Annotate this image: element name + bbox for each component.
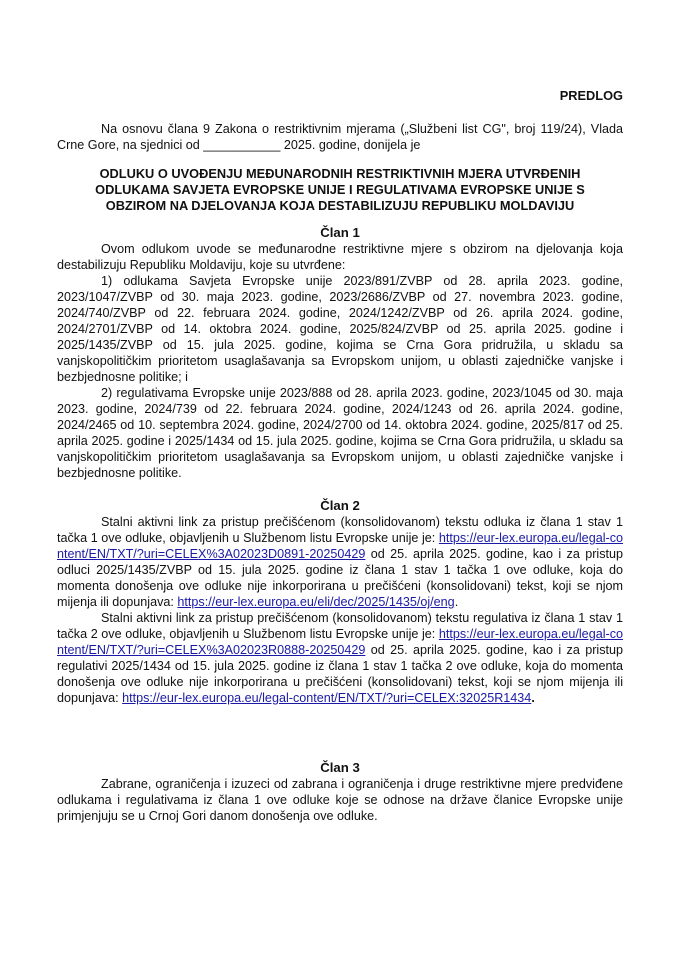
predlog-label: PREDLOG	[559, 88, 623, 103]
paragraph-text: Stalni aktivni link za pristup prečišćenom (konsolidovanom) tekstu regulativa iz člana 1 stav 1 tačka 2 ove odluke, objavljenih u Službenom listu Evropske unije je:	[57, 611, 623, 641]
eurlex-link-decision-2025[interactable]: https://eur-lex.europa.eu/eli/dec/2025/1435/oj/eng	[177, 595, 455, 609]
article-heading: Član 2	[320, 498, 360, 513]
paragraph-text: od 25. aprila 2025. godine, kao i za pristup regulativi 2025/1434 od 15. jula 2025. godine iz člana 1 stav 1 tačka 2 ove odluke, koja do momenta donošenja ove odluke nije inkorporirana u prečišćeni (konsolidovani) tekst, koji se njom mijenja ili dopunjava:	[57, 643, 623, 705]
paragraph-text: od 25. aprila 2025. godine, kao i za pristup odluci 2025/1435/ZVBP od 15. jula 2025. godine iz člana 1 stav 1 tačka 1 ove odluke, koja do momenta donošenja ove odluke nije inkorporirana u prečišćeni (konsolidovani) tekst, koji se njom mijenja ili dopunjava:	[57, 547, 623, 609]
article-3	[57, 760, 623, 824]
article-2	[57, 498, 623, 706]
article-heading: Član 3	[320, 760, 360, 775]
article-paragraph: 2) regulativama Evropske unije 2023/888 od 28. aprila 2023. godine, 2023/1045 od 30. maja 2023. godine, 2024/739 od 22. februara 2024. godine, 2024/1243 od 26. aprila 2024. godine, 2024/2465 od 10. septembra 2024. godine, 2024/2700 od 14. oktobra 2024. godine, 2025/817 od 25. aprila 2025. godine i 2025/1434 od 15. jula 2025. godine, kojima se Crna Gora pridružila, u skladu sa vanjskopolitičkim prioritetom usaglašavanja sa Evropskom unijom, u oblasti zajedničke vanjske i bezbjednosne politike.	[57, 386, 623, 480]
paragraph-text: Stalni aktivni link za pristup prečišćenom (konsolidovanom) tekstu odluka iz člana 1 stav 1 tačka 1 ove odluke, objavljenih u Službenom listu Evropske unije je:	[57, 515, 623, 545]
document-title: ODLUKU O UVOĐENJU MEĐUNARODNIH RESTRIKTIVNIH MJERA UTVRĐENIH ODLUKAMA SAVJETA EVROPSKE UNIJE I REGULATIVAMA EVROPSKE UNIJE S OBZIROM NA DJELOVANJA KOJA DESTABILIZUJU REPUBLIKU MOLDAVIJU	[95, 166, 585, 213]
article-heading: Član 1	[320, 225, 360, 240]
paragraph-text: .	[531, 691, 535, 705]
paragraph-text: .	[454, 595, 459, 609]
article-paragraph	[57, 610, 623, 706]
eurlex-link-regulation[interactable]: https://eur-lex.europa.eu/legal-content/EN/TXT/?uri=CELEX%3A02023R0888-20250429	[57, 627, 623, 657]
eurlex-link-decision[interactable]: https://eur-lex.europa.eu/legal-content/EN/TXT/?uri=CELEX%3A02023D0891-20250429	[57, 531, 623, 561]
article-paragraph: Zabrane, ograničenja i izuzeci od zabrana i ograničenja i druge restriktivne mjere predviđene odlukama i regulativama iz člana 1 ove odluke koje se odnose na države članice Evropske unije primjenjuju se u Crnoj Gori danom donošenja ove odluke.	[57, 777, 623, 823]
article-paragraph: Ovom odlukom uvode se međunarodne restriktivne mjere s obzirom na djelovanja koja destabilizuju Republiku Moldaviju, koje su utvrđene:	[57, 242, 623, 272]
article-1	[57, 225, 623, 481]
intro-paragraph: Na osnovu člana 9 Zakona o restriktivnim mjerama („Službeni list CG", broj 119/24), Vlada Crne Gore, na sjednici od ___________ 2025. godine, donijela je	[57, 122, 623, 152]
article-paragraph	[57, 514, 623, 610]
intro-section	[57, 121, 623, 153]
article-paragraph: 1) odlukama Savjeta Evropske unije 2023/891/ZVBP od 28. aprila 2023. godine, 2023/1047/ZVBP od 30. maja 2023. godine, 2023/2686/ZVBP od 27. novembra 2023. godine, 2024/740/ZVBP od 22. februara 2024. godine, 2024/1242/ZVBP od 26. aprila 2024. godine, 2024/2701/ZVBP od 14. oktobra 2024. godine, 2025/824/ZVBP od 25. aprila 2025. godine i 2025/1435/ZVBP od 15. jula 2025. godine, kojima se Crna Gora pridružila, u skladu sa vanjskopolitičkim prioritetom usaglašavanja sa Evropskom unijom, u oblasti zajedničke vanjske i bezbjednosne politike; i	[57, 274, 623, 384]
eurlex-link-regulation-2025[interactable]: https://eur-lex.europa.eu/legal-content/EN/TXT/?uri=CELEX:32025R1434	[122, 691, 532, 705]
